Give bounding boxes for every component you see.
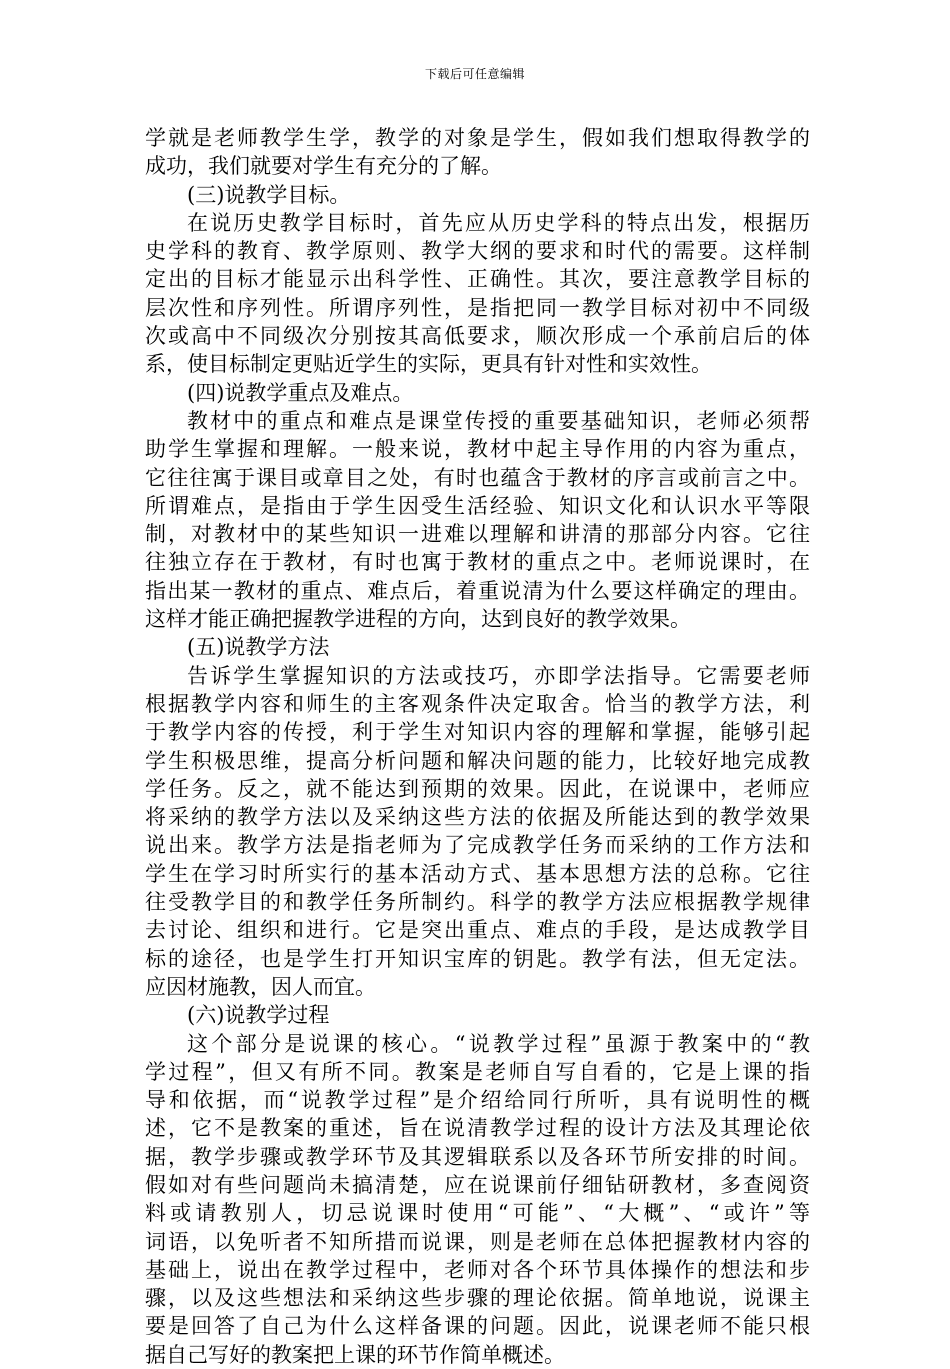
text-line: 词语，以免听者不知所措而说课，则是老师在总体把握教材内容的: [145, 1229, 810, 1254]
text-line: 标的途径，也是学生打开知识宝库的钥匙。教学有法，但无定法。: [145, 946, 810, 971]
document-body: [145, 124, 810, 1369]
text-line: 往受教学目的和教学任务所制约。科学的教学方法应根据教学规律: [145, 890, 810, 915]
text-line: 层次性和序列性。所谓序列性，是指把同一教学目标对初中不同级: [145, 295, 810, 320]
text-line: 学生积极思维，提高分析问题和解决问题的能力，比较好地完成教: [145, 748, 810, 773]
text-line: 这个部分是说课的核心。“说教学过程”虽源于教案中的“教: [187, 1031, 810, 1056]
text-line: 将采纳的教学方法以及采纳这些方法的依据及所能达到的教学效果: [145, 805, 810, 830]
text-line: 这样才能正确把握教学进程的方向，达到良好的教学效果。: [145, 607, 691, 632]
text-line: 去讨论、组织和进行。它是突出重点、难点的手段，是达成教学目: [145, 918, 810, 943]
text-line: 系，使目标制定更贴近学生的实际，更具有针对性和实效性。: [145, 352, 712, 377]
text-line: 料或请教别人，切忌说课时使用“可能”、“大概”、“或许”等: [145, 1201, 810, 1226]
text-line: 成功，我们就要对学生有充分的了解。: [145, 154, 502, 179]
text-line: 学生在学习时所实行的基本活动方式、基本思想方法的总称。它往: [145, 861, 810, 886]
text-line: 告诉学生掌握知识的方法或技巧，亦即学法指导。它需要老师: [187, 663, 810, 688]
text-line: 定出的目标才能显示出科学性、正确性。其次，要注意教学目标的: [145, 267, 810, 292]
text-line: 往独立存在于教材，有时也寓于教材的重点之中。老师说课时，在: [145, 550, 810, 575]
text-line: 说出来。教学方法是指老师为了完成教学任务而采纳的工作方法和: [145, 833, 810, 858]
text-line: 根据教学内容和师生的主客观条件决定取舍。恰当的教学方法，利: [145, 691, 810, 716]
text-line: 基础上，说出在教学过程中，老师对各个环节具体操作的想法和步: [145, 1257, 810, 1282]
text-line: 学过程”，但又有所不同。教案是老师自写自看的，它是上课的指: [145, 1059, 810, 1084]
text-line: (五)说教学方法: [187, 635, 330, 660]
text-line: 学任务。反之，就不能达到预期的效果。因此，在说课中，老师应: [145, 776, 810, 801]
text-line: 据自己写好的教案把上课的环节作简单概述。: [145, 1342, 565, 1367]
text-line: (六)说教学过程: [187, 1003, 330, 1028]
text-line: 据，教学步骤或教学环节及其逻辑联系以及各环节所安排的时间。: [145, 1144, 810, 1169]
text-line: 指出某一教材的重点、难点后，着重说清为什么要这样确定的理由。: [145, 578, 810, 603]
text-line: 述，它不是教案的重述，旨在说清教学过程的设计方法及其理论依: [145, 1116, 810, 1141]
text-line: 教材中的重点和难点是课堂传授的重要基础知识，老师必须帮: [187, 408, 810, 433]
text-line: 导和依据，而“说教学过程”是介绍给同行所听，具有说明性的概: [145, 1088, 810, 1113]
text-line: 骤，以及这些想法和采纳这些步骤的理论依据。简单地说，说课主: [145, 1286, 810, 1311]
text-line: 所谓难点，是指由于学生因受生活经验、知识文化和认识水平等限: [145, 493, 810, 518]
text-line: 次或高中不同级次分别按其高低要求，顺次形成一个承前启后的体: [145, 324, 810, 349]
text-line: 它往往寓于课目或章目之处，有时也蕴含于教材的序言或前言之中。: [145, 465, 810, 490]
text-line: 应因材施教，因人而宜。: [145, 974, 376, 999]
text-line: 制，对教材中的某些知识一进难以理解和讲清的那部分内容。它往: [145, 522, 810, 547]
text-line: 假如对有些问题尚未搞清楚，应在说课前仔细钻研教材，多查阅资: [145, 1172, 810, 1197]
text-line: 史学科的教育、教学原则、教学大纲的要求和时代的需要。这样制: [145, 239, 810, 264]
text-line: (四)说教学重点及难点。: [187, 380, 414, 405]
text-line: 学就是老师教学生学，教学的对象是学生，假如我们想取得教学的: [145, 126, 810, 150]
text-line: 要是回答了自己为什么这样备课的问题。因此，说课老师不能只根: [145, 1314, 810, 1339]
text-line: 在说历史教学目标时，首先应从历史学科的特点出发，根据历: [187, 210, 810, 235]
page-header: 下载后可任意编辑: [424, 67, 525, 81]
text-line: 助学生掌握和理解。一般来说，教材中起主导作用的内容为重点，: [145, 437, 810, 462]
text-line: (三)说教学目标。: [187, 182, 351, 207]
text-line: 于教学内容的传授，利于学生对知识内容的理解和掌握，能够引起: [145, 720, 810, 745]
